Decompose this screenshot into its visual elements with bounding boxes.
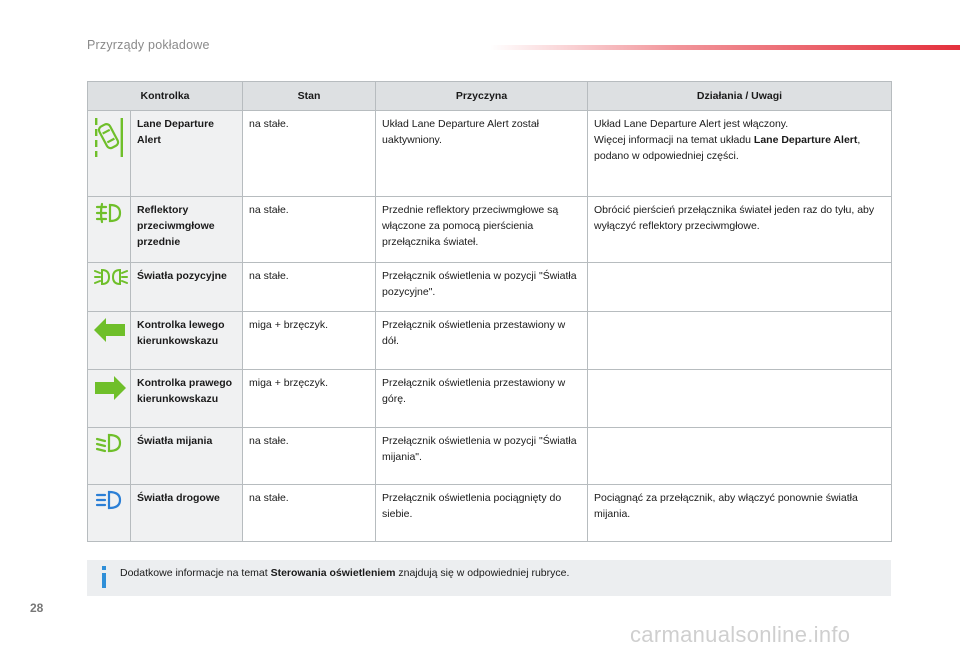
- lamp-cause: Przednie reflektory przeciwmgłowe są włączone za pomocą pierścienia przełącznika świateł.: [376, 197, 588, 263]
- table-row: [88, 312, 892, 370]
- lamp-name: Kontrolka prawego kierunkowskazu: [131, 370, 243, 428]
- table-header-row: [88, 82, 892, 111]
- lamp-name: Światła mijania: [131, 428, 243, 485]
- lamp-actions: [588, 111, 892, 197]
- lamp-name: Kontrolka lewego kierunkowskazu: [131, 312, 243, 370]
- lamp-state: miga + brzęczyk.: [243, 312, 376, 370]
- table-row: [88, 111, 892, 197]
- lamp-icon-cell: [88, 312, 131, 370]
- lane-departure-icon: [94, 116, 124, 158]
- right-arrow-icon: [94, 375, 126, 401]
- column-header-stan: Stan: [243, 82, 376, 111]
- info-text-bold: Sterowania oświetleniem: [270, 567, 396, 579]
- lamp-actions: [588, 312, 892, 370]
- page-number: 28: [30, 601, 44, 615]
- info-box: [87, 560, 891, 596]
- lamp-icon-cell: [88, 197, 131, 263]
- lamp-cause: Przełącznik oświetlenia pociągnięty do siebie.: [376, 485, 588, 542]
- watermark: carmanualsonline.info: [630, 622, 851, 647]
- info-icon: [99, 566, 109, 588]
- table-row: [88, 263, 892, 312]
- lamp-state: na stałe.: [243, 485, 376, 542]
- header-accent-line: [490, 45, 960, 50]
- side-lights-icon: [94, 268, 128, 286]
- warning-lamps-table: [87, 81, 892, 542]
- column-header-kontrolka: Kontrolka: [88, 82, 243, 111]
- lamp-icon-cell: [88, 485, 131, 542]
- column-header-przyczyna: Przyczyna: [376, 82, 588, 111]
- lamp-icon-cell: [88, 370, 131, 428]
- lamp-cause: Przełącznik oświetlenia przestawiony w górę.: [376, 370, 588, 428]
- lamp-icon-cell: [88, 111, 131, 197]
- lamp-icon-cell: [88, 263, 131, 312]
- main-beam-icon: [95, 490, 123, 510]
- front-fog-lamp-icon: [95, 202, 123, 224]
- lamp-actions: Pociągnąć za przełącznik, aby włączyć ponownie światła mijania.: [588, 485, 892, 542]
- info-text-prefix: Dodatkowe informacje na temat: [120, 567, 271, 579]
- lamp-name: Światła pozycyjne: [131, 263, 243, 312]
- lamp-cause: Układ Lane Departure Alert został uaktywniony.: [376, 111, 588, 197]
- action-line: Układ Lane Departure Alert jest włączony.: [594, 118, 789, 130]
- lamp-name: Światła drogowe: [131, 485, 243, 542]
- lamp-actions: [588, 263, 892, 312]
- lamp-cause: Przełącznik oświetlenia przestawiony w dół.: [376, 312, 588, 370]
- info-text-suffix: znajdują się w odpowiedniej rubryce.: [395, 567, 570, 579]
- lamp-actions: Obrócić pierścień przełącznika świateł jeden raz do tyłu, aby wyłączyć reflektory przeciwmgłowe.: [588, 197, 892, 263]
- lamp-state: na stałe.: [243, 197, 376, 263]
- lamp-name: Reflektory przeciwmgłowe przednie: [131, 197, 243, 263]
- lamp-icon-cell: [88, 428, 131, 485]
- lamp-state: na stałe.: [243, 263, 376, 312]
- lamp-state: miga + brzęczyk.: [243, 370, 376, 428]
- column-header-dzialania: Działania / Uwagi: [588, 82, 892, 111]
- info-text: [120, 566, 569, 580]
- lamp-cause: Przełącznik oświetlenia w pozycji "Światła pozycyjne".: [376, 263, 588, 312]
- lamp-name: Lane Departure Alert: [131, 111, 243, 197]
- lamp-actions: [588, 370, 892, 428]
- table-row: [88, 485, 892, 542]
- lamp-actions: [588, 428, 892, 485]
- table-row: [88, 428, 892, 485]
- left-arrow-icon: [94, 317, 126, 343]
- page-header-title: Przyrządy pokładowe: [87, 38, 210, 52]
- action-text-suffix: , podano w odpowiedniej części.: [594, 134, 861, 162]
- lamp-state: na stałe.: [243, 428, 376, 485]
- table-row: [88, 197, 892, 263]
- lamp-state: na stałe.: [243, 111, 376, 197]
- lamp-cause: Przełącznik oświetlenia w pozycji "Światła mijania".: [376, 428, 588, 485]
- dipped-beam-icon: [95, 433, 123, 453]
- action-text-prefix: Więcej informacji na temat układu: [594, 134, 754, 146]
- action-text-bold: Lane Departure Alert: [753, 134, 858, 146]
- table-row: [88, 370, 892, 428]
